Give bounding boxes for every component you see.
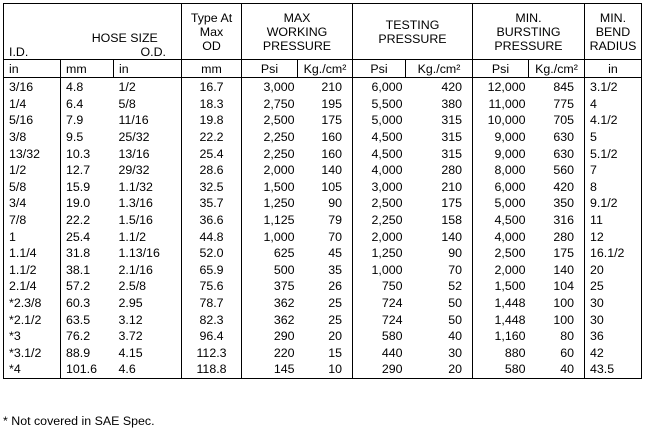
header-type-line-3: OD: [202, 38, 221, 53]
cell-id-in: 1/4: [4, 96, 61, 113]
header-mbr-line-2: BEND: [595, 24, 631, 39]
cell-tp-kg: 315: [441, 130, 462, 145]
cell-mwp-psi: 1,125: [242, 212, 298, 229]
header-mbr-line-1: MIN.: [599, 10, 627, 25]
cell-mwp-psi: 145: [242, 361, 298, 378]
cell-id-in: 5/16: [4, 112, 61, 129]
table-row: [4, 278, 642, 295]
cell-bend-radius: 9.1/2: [585, 195, 642, 212]
cell-type-max-od: 75.6: [182, 278, 242, 295]
cell-bend-radius: 25: [585, 278, 642, 295]
cell-id-mm: 4.8: [61, 78, 114, 96]
cell-tp-kg: 380: [441, 96, 462, 111]
cell-tp-psi: 6,000: [353, 78, 406, 96]
cell-tp-kg: 90: [448, 246, 462, 261]
cell-tp-psi: 3,000: [353, 179, 406, 196]
table-row: [4, 361, 642, 378]
table-row: [4, 311, 642, 328]
unit-mwp-psi: Psi: [242, 60, 298, 78]
cell-mwp-kg: 10: [298, 361, 353, 378]
cell-tp-psi: 580: [353, 328, 406, 345]
cell-id-mm: 10.3: [61, 145, 114, 162]
cell-id-mm: 88.9: [61, 345, 114, 362]
cell-id-mm: 22.2: [61, 212, 114, 229]
header-type-line-2: Max: [199, 24, 224, 39]
header-hose-size-label: HOSE SIZE: [91, 31, 158, 45]
cell-mwp-psi: 500: [242, 262, 298, 279]
cell-mwp-psi: 2,750: [242, 96, 298, 113]
cell-mwp-psi: 1,000: [242, 228, 298, 245]
cell-mbp-psi: 10,000: [473, 112, 529, 129]
header-min-bend-radius: [585, 4, 642, 60]
cell-id-in: 3/4: [4, 195, 61, 212]
unit-id-mm: mm: [61, 60, 114, 78]
cell-id-mm: 38.1: [61, 262, 114, 279]
cell-tp-kg: 175: [441, 196, 462, 211]
cell-id-in: 1: [4, 228, 61, 245]
cell-mwp-kg: 195: [321, 96, 342, 111]
cell-id-mm: 15.9: [61, 179, 114, 196]
cell-id-mm: 31.8: [61, 245, 114, 262]
cell-mwp-psi: 1,500: [242, 179, 298, 196]
cell-id-in: *2.3/8: [4, 295, 61, 312]
cell-tp-kg: 315: [441, 113, 462, 128]
cell-type-max-od: 82.3: [182, 311, 242, 328]
cell-mbp-psi: 2,500: [473, 245, 529, 262]
cell-od-in: 1/2: [118, 80, 136, 95]
table-row: [4, 145, 642, 162]
cell-od-in: 1.5/16: [118, 213, 153, 228]
cell-type-max-od: 16.7: [182, 78, 242, 96]
cell-type-max-od: 44.8: [182, 228, 242, 245]
cell-bend-radius: 4.1/2: [585, 112, 642, 129]
cell-od-in: 25/32: [118, 130, 150, 145]
table-row: [4, 212, 642, 229]
unit-mwp-kg: Kg./cm²: [298, 60, 353, 78]
cell-mbp-psi: 6,000: [473, 179, 529, 196]
cell-mbp-kg: 104: [553, 279, 574, 294]
cell-mwp-psi: 2,250: [242, 129, 298, 146]
cell-mbp-kg: 100: [553, 312, 574, 327]
cell-od-in: 1.13/16: [118, 246, 160, 261]
cell-id-mm: 63.5: [61, 311, 114, 328]
cell-od-in: 13/16: [118, 146, 150, 161]
header-mwp-line-2: WORKING: [266, 24, 328, 39]
cell-tp-kg: 210: [441, 179, 462, 194]
cell-mbp-kg: 705: [553, 113, 574, 128]
cell-mwp-kg: 175: [321, 113, 342, 128]
table-row: [4, 96, 642, 113]
cell-id-in: 3/16: [4, 78, 61, 96]
cell-id-mm: 76.2: [61, 328, 114, 345]
unit-tp-psi: Psi: [353, 60, 406, 78]
cell-mbp-kg: 60: [560, 345, 574, 360]
cell-mbp-kg: 560: [553, 163, 574, 178]
table-row: [4, 328, 642, 345]
cell-od-in: 1.1/2: [118, 229, 147, 244]
header-mbp-line-1: MIN.: [515, 10, 542, 25]
cell-type-max-od: 25.4: [182, 145, 242, 162]
cell-tp-kg: 30: [448, 345, 462, 360]
header-mwp-line-1: MAX: [283, 10, 311, 25]
cell-bend-radius: 3.1/2: [585, 78, 642, 96]
header-min-bursting-pressure: [473, 4, 585, 60]
cell-mbp-psi: 11,000: [473, 96, 529, 113]
cell-type-max-od: 18.3: [182, 96, 242, 113]
cell-type-max-od: 35.7: [182, 195, 242, 212]
cell-bend-radius: 42: [585, 345, 642, 362]
table-row: [4, 345, 642, 362]
cell-tp-kg: 420: [441, 80, 462, 95]
table-row: [4, 195, 642, 212]
cell-tp-kg: 158: [441, 213, 462, 228]
cell-id-in: 7/8: [4, 212, 61, 229]
header-mwp-line-3: PRESSURE: [262, 38, 332, 53]
cell-id-in: 1/2: [4, 162, 61, 179]
cell-type-max-od: 78.7: [182, 295, 242, 312]
cell-tp-psi: 750: [353, 278, 406, 295]
cell-type-max-od: 96.4: [182, 328, 242, 345]
cell-mwp-psi: 362: [242, 311, 298, 328]
table-row: [4, 78, 642, 96]
cell-mbp-kg: 140: [553, 262, 574, 277]
cell-od-in: 1.3/16: [118, 196, 153, 211]
header-tp-line-2: PRESSURE: [378, 31, 447, 46]
unit-tp-kg: Kg./cm²: [406, 60, 473, 78]
cell-tp-kg: 315: [441, 146, 462, 161]
cell-mbp-kg: 630: [553, 130, 574, 145]
header-testing-pressure: [353, 4, 473, 60]
cell-mwp-psi: 3,000: [242, 78, 298, 96]
cell-type-max-od: 65.9: [182, 262, 242, 279]
cell-type-max-od: 36.6: [182, 212, 242, 229]
cell-mwp-psi: 2,500: [242, 112, 298, 129]
cell-id-mm: 60.3: [61, 295, 114, 312]
cell-tp-psi: 290: [353, 361, 406, 378]
cell-mbp-psi: 4,000: [473, 228, 529, 245]
cell-type-max-od: 28.6: [182, 162, 242, 179]
cell-mbp-kg: 420: [553, 179, 574, 194]
cell-mbp-kg: 280: [553, 229, 574, 244]
cell-od-in: 3.72: [118, 329, 143, 344]
cell-tp-kg: 140: [441, 229, 462, 244]
cell-od-in: 11/16: [118, 113, 149, 128]
cell-mbp-psi: 12,000: [473, 78, 529, 96]
cell-tp-psi: 4,500: [353, 145, 406, 162]
cell-mwp-psi: 2,000: [242, 162, 298, 179]
header-mbp-line-2: BURSTING: [496, 24, 561, 39]
cell-mbp-psi: 1,448: [473, 295, 529, 312]
cell-bend-radius: 4: [585, 96, 642, 113]
cell-bend-radius: 16.1/2: [585, 245, 642, 262]
table-row: [4, 129, 642, 146]
cell-tp-psi: 2,250: [353, 212, 406, 229]
cell-mwp-kg: 26: [328, 279, 342, 294]
cell-mbp-kg: 316: [553, 213, 574, 228]
cell-bend-radius: 36: [585, 328, 642, 345]
cell-tp-psi: 2,500: [353, 195, 406, 212]
cell-id-in: *2.1/2: [4, 311, 61, 328]
table-row: [4, 162, 642, 179]
cell-bend-radius: 43.5: [585, 361, 642, 378]
cell-tp-kg: 280: [441, 163, 462, 178]
cell-mbp-kg: 175: [553, 246, 574, 261]
header-id: I.D.: [4, 4, 61, 60]
cell-mbp-kg: 100: [553, 296, 574, 311]
cell-mwp-kg: 15: [328, 345, 342, 360]
cell-type-max-od: 22.2: [182, 129, 242, 146]
cell-tp-psi: 2,000: [353, 228, 406, 245]
cell-tp-kg: 40: [448, 329, 462, 344]
cell-mwp-psi: 220: [242, 345, 298, 362]
cell-od-in: 2.5/8: [118, 279, 147, 294]
cell-tp-kg: 20: [406, 361, 473, 378]
cell-mbp-kg: 845: [553, 80, 574, 95]
cell-mwp-kg: 45: [328, 246, 342, 261]
cell-id-mm: 25.4: [61, 228, 114, 245]
cell-bend-radius: 5.1/2: [585, 145, 642, 162]
cell-bend-radius: 12: [585, 228, 642, 245]
header-tp-line-1: TESTING: [385, 17, 440, 32]
cell-mbp-psi: 9,000: [473, 145, 529, 162]
cell-mwp-psi: 1,250: [242, 195, 298, 212]
cell-mwp-kg: 35: [328, 262, 342, 277]
cell-od-in: 5/8: [118, 96, 136, 111]
header-mbp-line-3: PRESSURE: [494, 38, 563, 53]
cell-tp-psi: 440: [353, 345, 406, 362]
cell-tp-psi: 724: [353, 311, 406, 328]
header-type-line-1: Type At: [190, 10, 233, 25]
cell-bend-radius: 7: [585, 162, 642, 179]
unit-type-mm: mm: [182, 60, 242, 78]
cell-tp-kg: 50: [448, 312, 462, 327]
cell-mbp-psi: 4,500: [473, 212, 529, 229]
cell-od-in: 3.12: [118, 312, 143, 327]
cell-bend-radius: 30: [585, 295, 642, 312]
cell-id-mm: 12.7: [61, 162, 114, 179]
cell-bend-radius: 8: [585, 179, 642, 196]
cell-id-mm: 57.2: [61, 278, 114, 295]
cell-mwp-psi: 375: [242, 278, 298, 295]
header-mbr-line-3: RADIUS: [589, 38, 637, 53]
cell-mbp-kg: 40: [529, 361, 585, 378]
cell-mwp-kg: 70: [328, 229, 342, 244]
cell-od-in: 1.1/32: [118, 179, 153, 194]
header-od: O.D.: [140, 45, 166, 59]
unit-mbp-kg: Kg./cm²: [529, 60, 585, 78]
unit-mbr-in: in: [585, 60, 642, 78]
cell-id-in: 5/8: [4, 179, 61, 196]
cell-id-mm: 9.5: [61, 129, 114, 146]
cell-id-mm: 7.9: [61, 112, 114, 129]
cell-od-in: 2.1/16: [118, 262, 153, 277]
cell-mbp-psi: 580: [473, 361, 529, 378]
table-row: [4, 262, 642, 279]
cell-od-in: 2.95: [118, 296, 143, 311]
header-max-working-pressure: [242, 4, 353, 60]
unit-od-in: in: [114, 60, 182, 78]
footnote: * Not covered in SAE Spec.: [3, 414, 155, 428]
cell-bend-radius: 30: [585, 311, 642, 328]
cell-od-in: 29/32: [118, 163, 150, 178]
cell-mbp-psi: 9,000: [473, 129, 529, 146]
table-row: [4, 295, 642, 312]
cell-tp-psi: 4,000: [353, 162, 406, 179]
cell-tp-psi: 5,500: [353, 96, 406, 113]
header-type-at-max-od: [182, 4, 242, 60]
cell-bend-radius: 5: [585, 129, 642, 146]
cell-id-in: 2.1/4: [4, 278, 61, 295]
cell-id-in: 1.1/4: [4, 245, 61, 262]
cell-mwp-kg: 79: [328, 213, 342, 228]
cell-id-mm: 6.4: [61, 96, 114, 113]
cell-tp-kg: 52: [448, 279, 462, 294]
cell-mwp-kg: 210: [321, 80, 342, 95]
cell-mwp-kg: 25: [328, 312, 342, 327]
cell-mbp-kg: 775: [553, 96, 574, 111]
cell-tp-psi: 4,500: [353, 129, 406, 146]
cell-tp-kg: 50: [448, 296, 462, 311]
cell-mbp-psi: 2,000: [473, 262, 529, 279]
cell-type-max-od: 118.8: [182, 361, 242, 378]
table-row: [4, 179, 642, 196]
cell-mwp-kg: 25: [328, 296, 342, 311]
cell-mbp-psi: 8,000: [473, 162, 529, 179]
cell-mbp-psi: 880: [473, 345, 529, 362]
cell-mbp-psi: 5,000: [473, 195, 529, 212]
cell-type-max-od: 52.0: [182, 245, 242, 262]
cell-tp-psi: 1,250: [353, 245, 406, 262]
cell-bend-radius: 20: [585, 262, 642, 279]
cell-type-max-od: 19.8: [182, 112, 242, 129]
table-row: [4, 245, 642, 262]
cell-mwp-psi: 625: [242, 245, 298, 262]
cell-bend-radius: 11: [585, 212, 642, 229]
cell-type-max-od: 112.3: [182, 345, 242, 362]
cell-mwp-kg: 105: [321, 179, 342, 194]
cell-mwp-kg: 160: [321, 130, 342, 145]
cell-tp-psi: 5,000: [353, 112, 406, 129]
unit-id-in: in: [4, 60, 61, 78]
hose-specification-table: [3, 3, 642, 379]
cell-od-in: 4.6: [114, 361, 182, 378]
cell-tp-psi: 724: [353, 295, 406, 312]
cell-mbp-kg: 350: [553, 196, 574, 211]
cell-mbp-psi: 1,160: [473, 328, 529, 345]
table-row: [4, 228, 642, 245]
table-row: [4, 112, 642, 129]
cell-mwp-psi: 362: [242, 295, 298, 312]
cell-id-in: 13/32: [4, 145, 61, 162]
cell-id-in: 1.1/2: [4, 262, 61, 279]
hose-spec-table-container: [3, 3, 642, 379]
cell-mwp-kg: 20: [328, 329, 342, 344]
cell-id-mm: 19.0: [61, 195, 114, 212]
cell-mwp-psi: 290: [242, 328, 298, 345]
cell-id-in: *4: [4, 361, 61, 378]
cell-mwp-kg: 160: [321, 146, 342, 161]
cell-id-in: *3.1/2: [4, 345, 61, 362]
cell-mwp-kg: 90: [328, 196, 342, 211]
cell-od-in: 4.15: [118, 345, 143, 360]
cell-mbp-kg: 80: [560, 329, 574, 344]
cell-mbp-psi: 1,448: [473, 311, 529, 328]
cell-mbp-psi: 1,500: [473, 278, 529, 295]
cell-mbp-kg: 630: [553, 146, 574, 161]
cell-mwp-kg: 140: [321, 163, 342, 178]
header-hose-size: [61, 4, 182, 60]
cell-mwp-psi: 2,250: [242, 145, 298, 162]
cell-type-max-od: 32.5: [182, 179, 242, 196]
cell-id-in: 3/8: [4, 129, 61, 146]
cell-tp-kg: 70: [448, 262, 462, 277]
cell-tp-psi: 1,000: [353, 262, 406, 279]
cell-id-mm: 101.6: [61, 361, 114, 378]
cell-id-in: *3: [4, 328, 61, 345]
unit-mbp-psi: Psi: [473, 60, 529, 78]
